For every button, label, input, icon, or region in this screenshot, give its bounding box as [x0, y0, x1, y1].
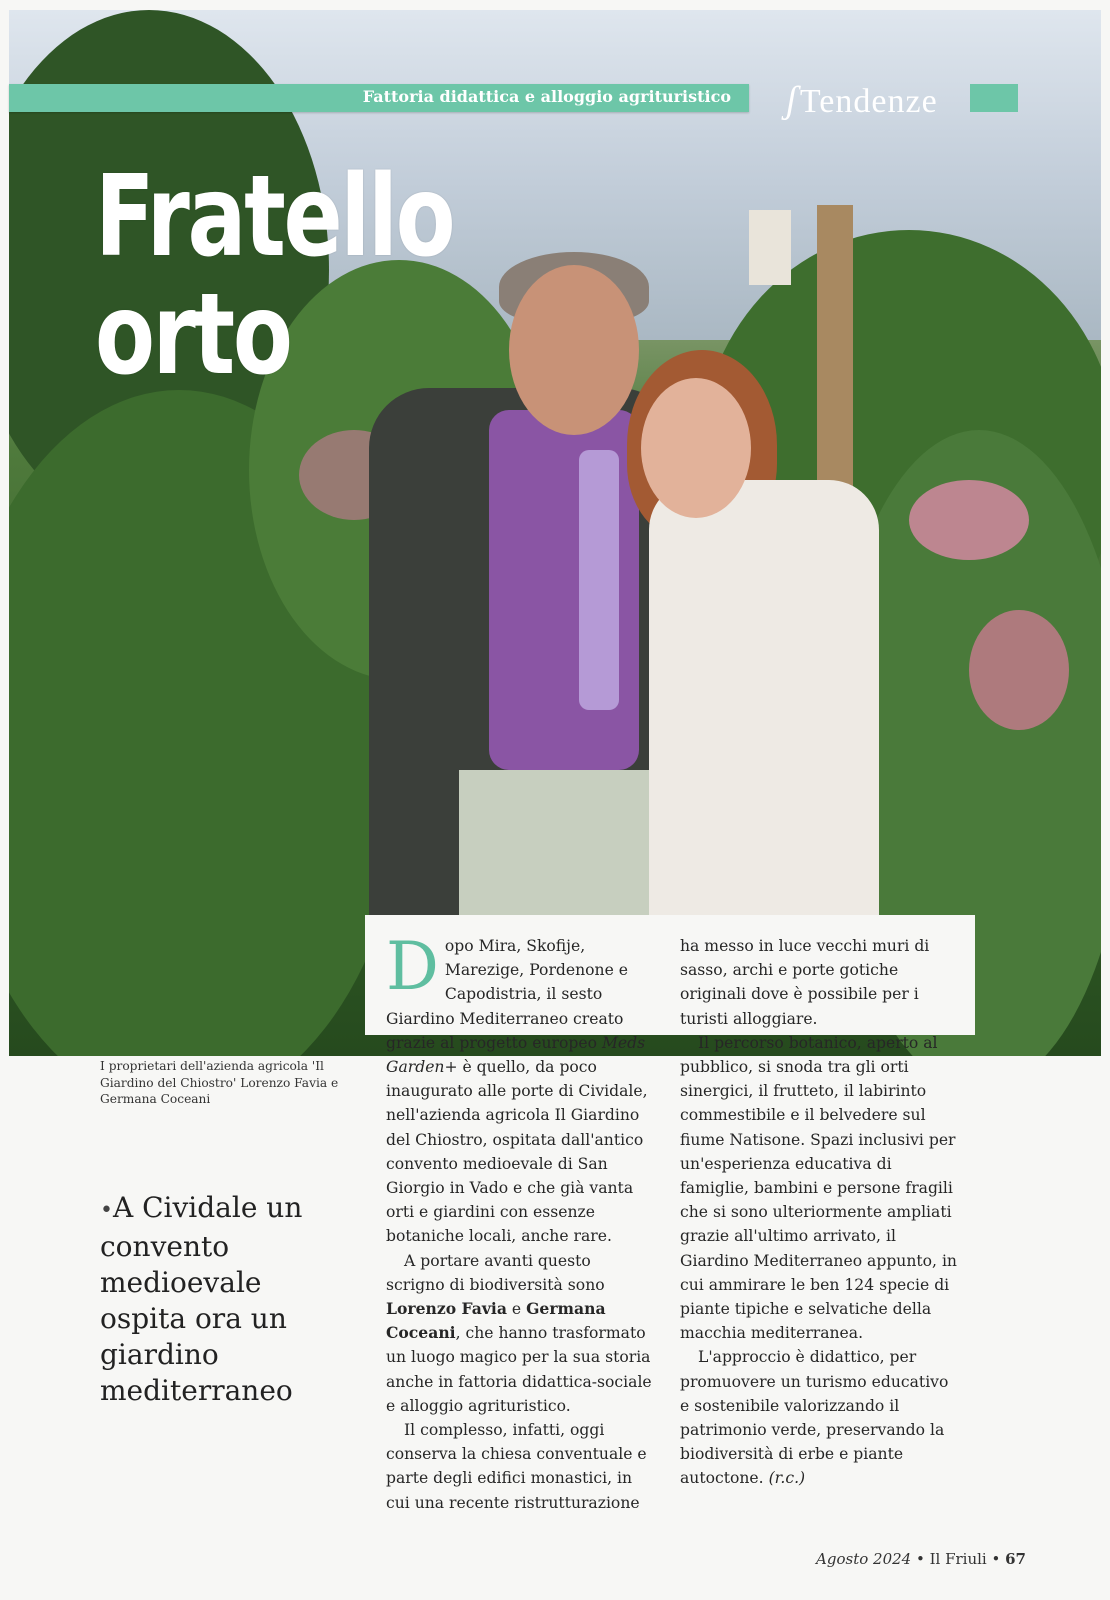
section-mark: ʃ	[786, 79, 798, 121]
p2-end: , che hanno trasformato un luogo magico per la sua storia anche in fattoria didattica-sociale e alloggio agrituristico.	[386, 1324, 652, 1415]
paragraph-1	[386, 928, 652, 1249]
man-pants	[459, 770, 659, 930]
p1-end: è quello, da poco inaugurato alle porte di Cividale, nell'azienda agricola Il Giardino del Chiostro, ospitata dall'antico convento medioevale di San Giorgio in Vado e che già vanta orti e giardini con essenze botaniche locali, anche rare.	[386, 1058, 648, 1246]
photo-caption: I proprietari dell'azienda agricola 'Il Giardino del Chiostro' Lorenzo Favia e Germana Coceani	[100, 1059, 339, 1106]
title-line-2: orto	[95, 270, 291, 400]
section-tag	[786, 78, 938, 122]
kicker-bar	[9, 84, 749, 112]
p2-name-1: Lorenzo Favia	[386, 1299, 507, 1319]
man-tie	[579, 450, 619, 710]
page-number: 67	[1005, 1550, 1026, 1568]
woman-face	[641, 378, 751, 518]
pull-quote	[100, 1190, 340, 1409]
article-column-1	[386, 928, 652, 1515]
section-color-block	[970, 84, 1018, 112]
author-signature: (r.c.)	[768, 1469, 806, 1488]
article-column-2	[680, 934, 962, 1491]
paragraph-2	[386, 1249, 652, 1418]
bullet-icon: •	[100, 1198, 113, 1223]
p1-project-name: Meds Garden+	[386, 1033, 646, 1077]
paragraph-3-continued: ha messo in luce vecchi muri di sasso, archi e porte gotiche originali dove è possibile per i turisti alloggiare.	[680, 937, 930, 1028]
kicker-text: Fattoria didattica e alloggio agrituristico	[362, 87, 731, 106]
section-name: Tendenze	[799, 83, 938, 120]
paragraph-5	[680, 1345, 962, 1490]
bell-tower	[749, 210, 791, 285]
p2-and: e	[506, 1300, 527, 1319]
woman-jacket	[649, 480, 879, 930]
cover-photo	[9, 10, 1101, 1056]
roses-right	[909, 480, 1029, 560]
magazine-name: Il Friuli	[929, 1550, 987, 1568]
man-face	[509, 265, 639, 435]
article-title	[95, 152, 454, 400]
p2-name-2: Germana Coceani	[386, 1299, 606, 1343]
pull-quote-text: A Cividale un convento medioevale ospita ora un giardino mediterraneo	[100, 1191, 303, 1407]
drop-cap: D	[386, 928, 439, 1005]
p2-start: A portare avanti questo scrigno di biodiversità sono	[386, 1251, 605, 1294]
page-footer	[816, 1550, 1026, 1568]
title-line-1: Fratello	[95, 152, 454, 282]
issue-date: Agosto 2024	[816, 1550, 912, 1568]
paragraph-4: Il percorso botanico, aperto al pubblico, si snoda tra gli orti sinergici, il frutteto, il labirinto commestibile e il belvedere sul fiume Natisone. Spazi inclusivi per un'esperienza educativa di famiglie, bambini e persone fragili che si sono ulteriormente ampliati grazie all'ultimo arrivato, il Giardino Mediterraneo appunto, in cui ammirare le ben 124 specie di piante tipiche e selvatiche della macchia mediterranea.	[680, 1033, 957, 1343]
footer-separator: •	[911, 1550, 930, 1568]
footer-separator-2: •	[986, 1550, 1006, 1568]
roses-right-2	[969, 610, 1069, 730]
paragraph-3: Il complesso, infatti, oggi conserva la chiesa conventuale e parte degli edifici monastici, in cui una recente ristrutturazione	[386, 1421, 647, 1512]
p1-start: opo Mira, Skofije, Marezige, Pordenone e Capodistria, il sesto Giardino Mediterraneo creato grazie al progetto europeo	[386, 937, 628, 1052]
p5-text: L'approccio è didattico, per promuovere un turismo educativo e sostenibile valorizzando il patrimonio verde, preservando la biodiversità di erbe e piante autoctone.	[680, 1348, 949, 1488]
